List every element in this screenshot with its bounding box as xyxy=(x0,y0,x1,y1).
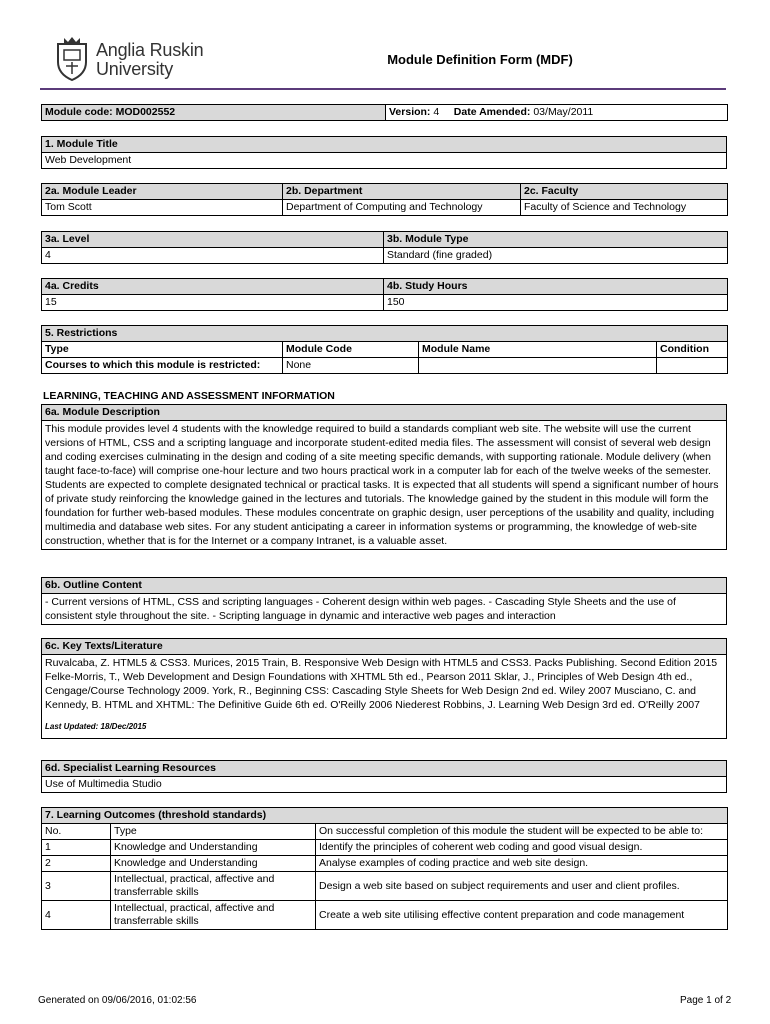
study-hours-label: 4b. Study Hours xyxy=(384,279,728,295)
leader-table xyxy=(41,183,728,216)
level-label: 3a. Level xyxy=(42,232,384,248)
restrictions-label: 5. Restrictions xyxy=(42,326,728,342)
description-text: This module provides level 4 students with the knowledge required to build a standards compliant web site. The website will use the current versions of HTML, CSS and a scripting language and incorporate student-edited media files. The assessment will consist of several web design and coding exercises culminating in the design and coding of a site meeting specific demands, with supporting rationale. Module delivery (when taught face-to-face) will comprise one-hour lecture and two hours practical work in a computer lab for each of the twelve weeks of the semester. Students are expected to complete designated technical or practical tasks. It is expected that all students will spend a significant number of hours of private study reinforcing the knowledge gained in the lectures and tutorials. The knowledge gained by the student in this module will form the foundation for further web-based modules. These modules concentrate on graphic design, user perceptions of the usability and quality, including multimedia and database web sites. For any student anticipating a career in information systems or programming, the knowledge of web-site construction, whether that is for the Internet or a company Intranet, is a valuable asset. xyxy=(42,421,727,550)
header-divider xyxy=(40,88,726,90)
restrictions-row-code: None xyxy=(283,358,419,374)
level-table xyxy=(41,231,728,264)
outcome-no: 2 xyxy=(42,856,111,872)
study-hours-value: 150 xyxy=(384,295,728,311)
outline-label: 6b. Outline Content xyxy=(42,578,727,594)
module-leader-label: 2a. Module Leader xyxy=(42,184,283,200)
department-label: 2b. Department xyxy=(283,184,521,200)
outcome-no: 3 xyxy=(42,872,111,901)
restrictions-col-type: Type xyxy=(42,342,283,358)
generated-timestamp: Generated on 09/06/2016, 01:02:56 xyxy=(38,995,197,1006)
outline-table xyxy=(41,577,727,625)
table-row xyxy=(42,872,728,901)
resources-table xyxy=(41,760,727,793)
module-title-value: Web Development xyxy=(42,153,727,169)
module-meta-table xyxy=(41,104,728,121)
restrictions-col-code: Module Code xyxy=(283,342,419,358)
faculty-value: Faculty of Science and Technology xyxy=(521,200,728,216)
module-leader-value: Tom Scott xyxy=(42,200,283,216)
outline-text: - Current versions of HTML, CSS and scripting languages - Coherent design within web pages. - Cascading Style Sheets and the use of consistent style throughout the site. - Scripting language in dynamic and interactive web pages and interaction xyxy=(42,594,727,625)
credits-value: 15 xyxy=(42,295,384,311)
description-table xyxy=(41,404,727,550)
outcome-type: Knowledge and Understanding xyxy=(111,840,316,856)
crest-icon xyxy=(52,36,92,82)
logo-text-line2: University xyxy=(96,59,174,79)
outcome-desc: Analyse examples of coding practice and web site design. xyxy=(316,856,728,872)
date-amended-value: 03/May/2011 xyxy=(533,106,594,118)
credits-table xyxy=(41,278,728,311)
module-code-label: Module code: xyxy=(45,106,113,118)
date-amended-label: Date Amended: xyxy=(453,106,531,118)
key-texts-cell xyxy=(42,655,727,739)
outcomes-col-no: No. xyxy=(42,824,111,840)
department-value: Department of Computing and Technology xyxy=(283,200,521,216)
credits-label: 4a. Credits xyxy=(42,279,384,295)
outcomes-col-desc: On successful completion of this module the student will be expected to be able to: xyxy=(316,824,728,840)
table-row xyxy=(42,856,728,872)
restrictions-table xyxy=(41,325,728,374)
outcome-type: Intellectual, practical, affective and transferrable skills xyxy=(111,901,316,930)
restrictions-col-name: Module Name xyxy=(419,342,657,358)
module-code-value: MOD002552 xyxy=(115,106,176,118)
faculty-label: 2c. Faculty xyxy=(521,184,728,200)
outcomes-label: 7. Learning Outcomes (threshold standards) xyxy=(42,808,728,824)
form-title: Module Definition Form (MDF) xyxy=(387,52,573,67)
description-label: 6a. Module Description xyxy=(42,405,727,421)
outcome-type: Knowledge and Understanding xyxy=(111,856,316,872)
outcome-no: 4 xyxy=(42,901,111,930)
outcome-desc: Design a web site based on subject requirements and user and client profiles. xyxy=(316,872,728,901)
logo-text-line1: Anglia Ruskin xyxy=(96,40,204,60)
restrictions-row-name xyxy=(419,358,657,374)
resources-label: 6d. Specialist Learning Resources xyxy=(42,761,727,777)
key-texts-table xyxy=(41,638,727,739)
module-title-table xyxy=(41,136,727,169)
lta-caption: LEARNING, TEACHING AND ASSESSMENT INFORMATION xyxy=(43,390,335,402)
version-value: 4 xyxy=(433,106,440,118)
table-row xyxy=(42,901,728,930)
module-type-label: 3b. Module Type xyxy=(384,232,728,248)
outcome-type: Intellectual, practical, affective and transferrable skills xyxy=(111,872,316,901)
key-texts-text: Ruvalcaba, Z. HTML5 & CSS3. Murices, 2015 Train, B. Responsive Web Design with HTML5 and CSS3. Packs Publishing. Second Edition 2015 Felke-Morris, T., Web Development and Design Foundations with XHTML 5th ed., Pearson 2011 Sklar, J., Principles of Web Design 4th ed., Cengage/Course Technology 2009. York, R., Beginning CSS: Cascading Style Sheets for Web Design 2nd ed. Wiley 2007 Musciano, C. and Kennedy, B. HTML and XHTML: The Definitive Guide 6th ed. O'Reilly 2006 Niederest Robbins, J. Learning Web Design 3rd ed. O'Reilly 2007 xyxy=(45,657,718,711)
level-value: 4 xyxy=(42,248,384,264)
version-label: Version: xyxy=(389,106,431,118)
restrictions-row-type: Courses to which this module is restricted: xyxy=(42,358,283,374)
module-type-value: Standard (fine graded) xyxy=(384,248,728,264)
outcomes-col-type: Type xyxy=(111,824,316,840)
table-row xyxy=(42,840,728,856)
restrictions-row-condition xyxy=(657,358,728,374)
key-texts-label: 6c. Key Texts/Literature xyxy=(42,639,727,655)
resources-value: Use of Multimedia Studio xyxy=(42,777,727,793)
module-title-label: 1. Module Title xyxy=(42,137,727,153)
restrictions-col-condition: Condition xyxy=(657,342,728,358)
version-cell xyxy=(386,105,728,121)
outcome-no: 1 xyxy=(42,840,111,856)
outcome-desc: Identify the principles of coherent web coding and good visual design. xyxy=(316,840,728,856)
university-logo xyxy=(52,36,222,84)
outcomes-table xyxy=(41,807,728,930)
page-number: Page 1 of 2 xyxy=(680,995,732,1006)
outcome-desc: Create a web site utilising effective content preparation and code management xyxy=(316,901,728,930)
last-updated: Last Updated: 18/Dec/2015 xyxy=(45,722,147,731)
module-code-cell xyxy=(42,105,386,121)
